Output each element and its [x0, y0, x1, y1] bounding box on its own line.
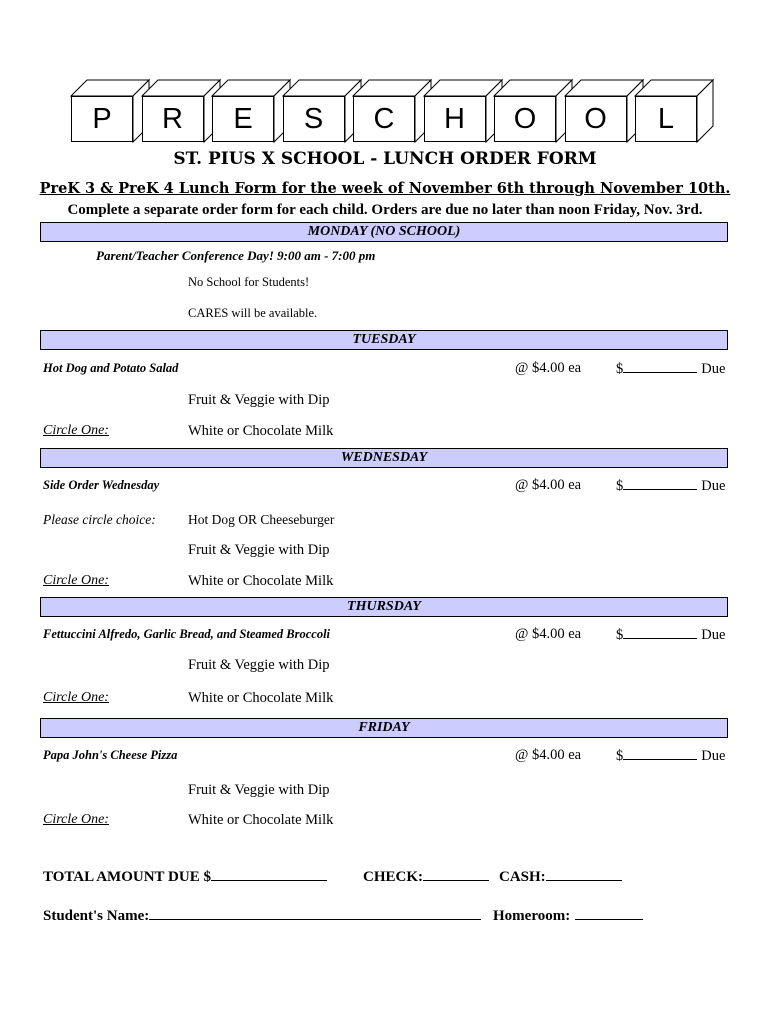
tuesday-header: TUESDAY [40, 330, 728, 350]
school-letter-blocks [0, 0, 770, 150]
letter-block [283, 96, 345, 142]
letter-block [424, 96, 486, 142]
due-suffix: Due [701, 748, 726, 764]
thursday-circle-label: Circle One: [43, 690, 109, 705]
due-suffix: Due [701, 478, 726, 494]
student-name-blank[interactable] [149, 906, 481, 920]
wednesday-item: Side Order Wednesday [43, 478, 160, 492]
total-blank[interactable] [211, 867, 327, 881]
block-letter: C [353, 96, 415, 142]
form-subtitle: PreK 3 & PreK 4 Lunch Form for the week of November 6th through November 10th. [39, 180, 731, 197]
check-blank[interactable] [423, 867, 489, 881]
due-prefix: $ [616, 361, 624, 377]
friday-due[interactable] [616, 747, 725, 765]
cash-blank[interactable] [546, 867, 622, 881]
tuesday-price: @ $4.00 ea [515, 360, 582, 376]
tuesday-milk: White or Chocolate Milk [188, 423, 334, 439]
friday-side: Fruit & Veggie with Dip [188, 782, 330, 798]
friday-header: FRIDAY [40, 718, 728, 738]
letter-block [565, 96, 627, 142]
due-suffix: Due [701, 627, 726, 643]
thursday-header: THURSDAY [40, 597, 728, 617]
due-prefix: $ [616, 478, 624, 494]
tuesday-side: Fruit & Veggie with Dip [188, 392, 330, 408]
due-prefix: $ [616, 627, 624, 643]
wednesday-price: @ $4.00 ea [515, 477, 582, 493]
block-letter: O [494, 96, 556, 142]
due-blank[interactable] [623, 626, 697, 639]
due-blank[interactable] [623, 747, 697, 760]
monday-note: Parent/Teacher Conference Day! 9:00 am - 7:00 pm [96, 248, 376, 263]
block-letter: E [212, 96, 274, 142]
block-letter: H [424, 96, 486, 142]
block-letter: P [71, 96, 133, 142]
block-letter: O [565, 96, 627, 142]
letter-block [71, 96, 133, 142]
letter-block [212, 96, 274, 142]
student-name-label: Student's Name: [43, 908, 150, 924]
homeroom-field[interactable] [493, 906, 643, 925]
cash-label: CASH: [499, 869, 546, 885]
tuesday-circle-label: Circle One: [43, 423, 109, 438]
friday-circle-label: Circle One: [43, 812, 109, 827]
homeroom-blank[interactable] [575, 906, 643, 920]
check-field[interactable] [363, 867, 489, 886]
wednesday-choice-label: Please circle choice: [43, 512, 156, 527]
friday-price: @ $4.00 ea [515, 747, 582, 763]
student-name-field[interactable] [43, 906, 481, 925]
thursday-due[interactable] [616, 626, 725, 644]
cash-field[interactable] [499, 867, 622, 886]
wednesday-milk: White or Chocolate Milk [188, 573, 334, 589]
letter-block [353, 96, 415, 142]
thursday-milk: White or Chocolate Milk [188, 690, 334, 706]
check-label: CHECK: [363, 869, 423, 885]
letter-block [142, 96, 204, 142]
letter-block [635, 96, 697, 142]
thursday-item: Fettuccini Alfredo, Garlic Bread, and Steamed Broccoli [43, 627, 331, 641]
wednesday-due[interactable] [616, 477, 725, 495]
wednesday-circle-label: Circle One: [43, 573, 109, 588]
due-blank[interactable] [623, 360, 697, 373]
block-letter: L [635, 96, 697, 142]
monday-header: MONDAY (NO SCHOOL) [40, 222, 728, 242]
wednesday-side: Fruit & Veggie with Dip [188, 542, 330, 558]
tuesday-due[interactable] [616, 360, 725, 378]
letter-block [494, 96, 556, 142]
tuesday-item: Hot Dog and Potato Salad [43, 361, 179, 375]
thursday-price: @ $4.00 ea [515, 626, 582, 642]
thursday-side: Fruit & Veggie with Dip [188, 657, 330, 673]
wednesday-choice: Hot Dog OR Cheeseburger [188, 512, 335, 527]
due-prefix: $ [616, 748, 624, 764]
block-letter: S [283, 96, 345, 142]
monday-line-1: No School for Students! [188, 275, 310, 289]
due-blank[interactable] [623, 477, 697, 490]
block-letter: R [142, 96, 204, 142]
total-label: TOTAL AMOUNT DUE $ [43, 869, 211, 885]
total-amount-field[interactable] [43, 867, 327, 886]
friday-item: Papa John's Cheese Pizza [43, 748, 178, 762]
wednesday-header: WEDNESDAY [40, 448, 728, 468]
form-instructions: Complete a separate order form for each child. Orders are due no later than noon Friday, Nov. 3rd. [67, 202, 703, 218]
homeroom-label: Homeroom: [493, 908, 571, 924]
due-suffix: Due [701, 361, 726, 377]
monday-line-2: CARES will be available. [188, 306, 318, 320]
form-title: ST. PIUS X SCHOOL - LUNCH ORDER FORM [173, 149, 597, 169]
friday-milk: White or Chocolate Milk [188, 812, 334, 828]
